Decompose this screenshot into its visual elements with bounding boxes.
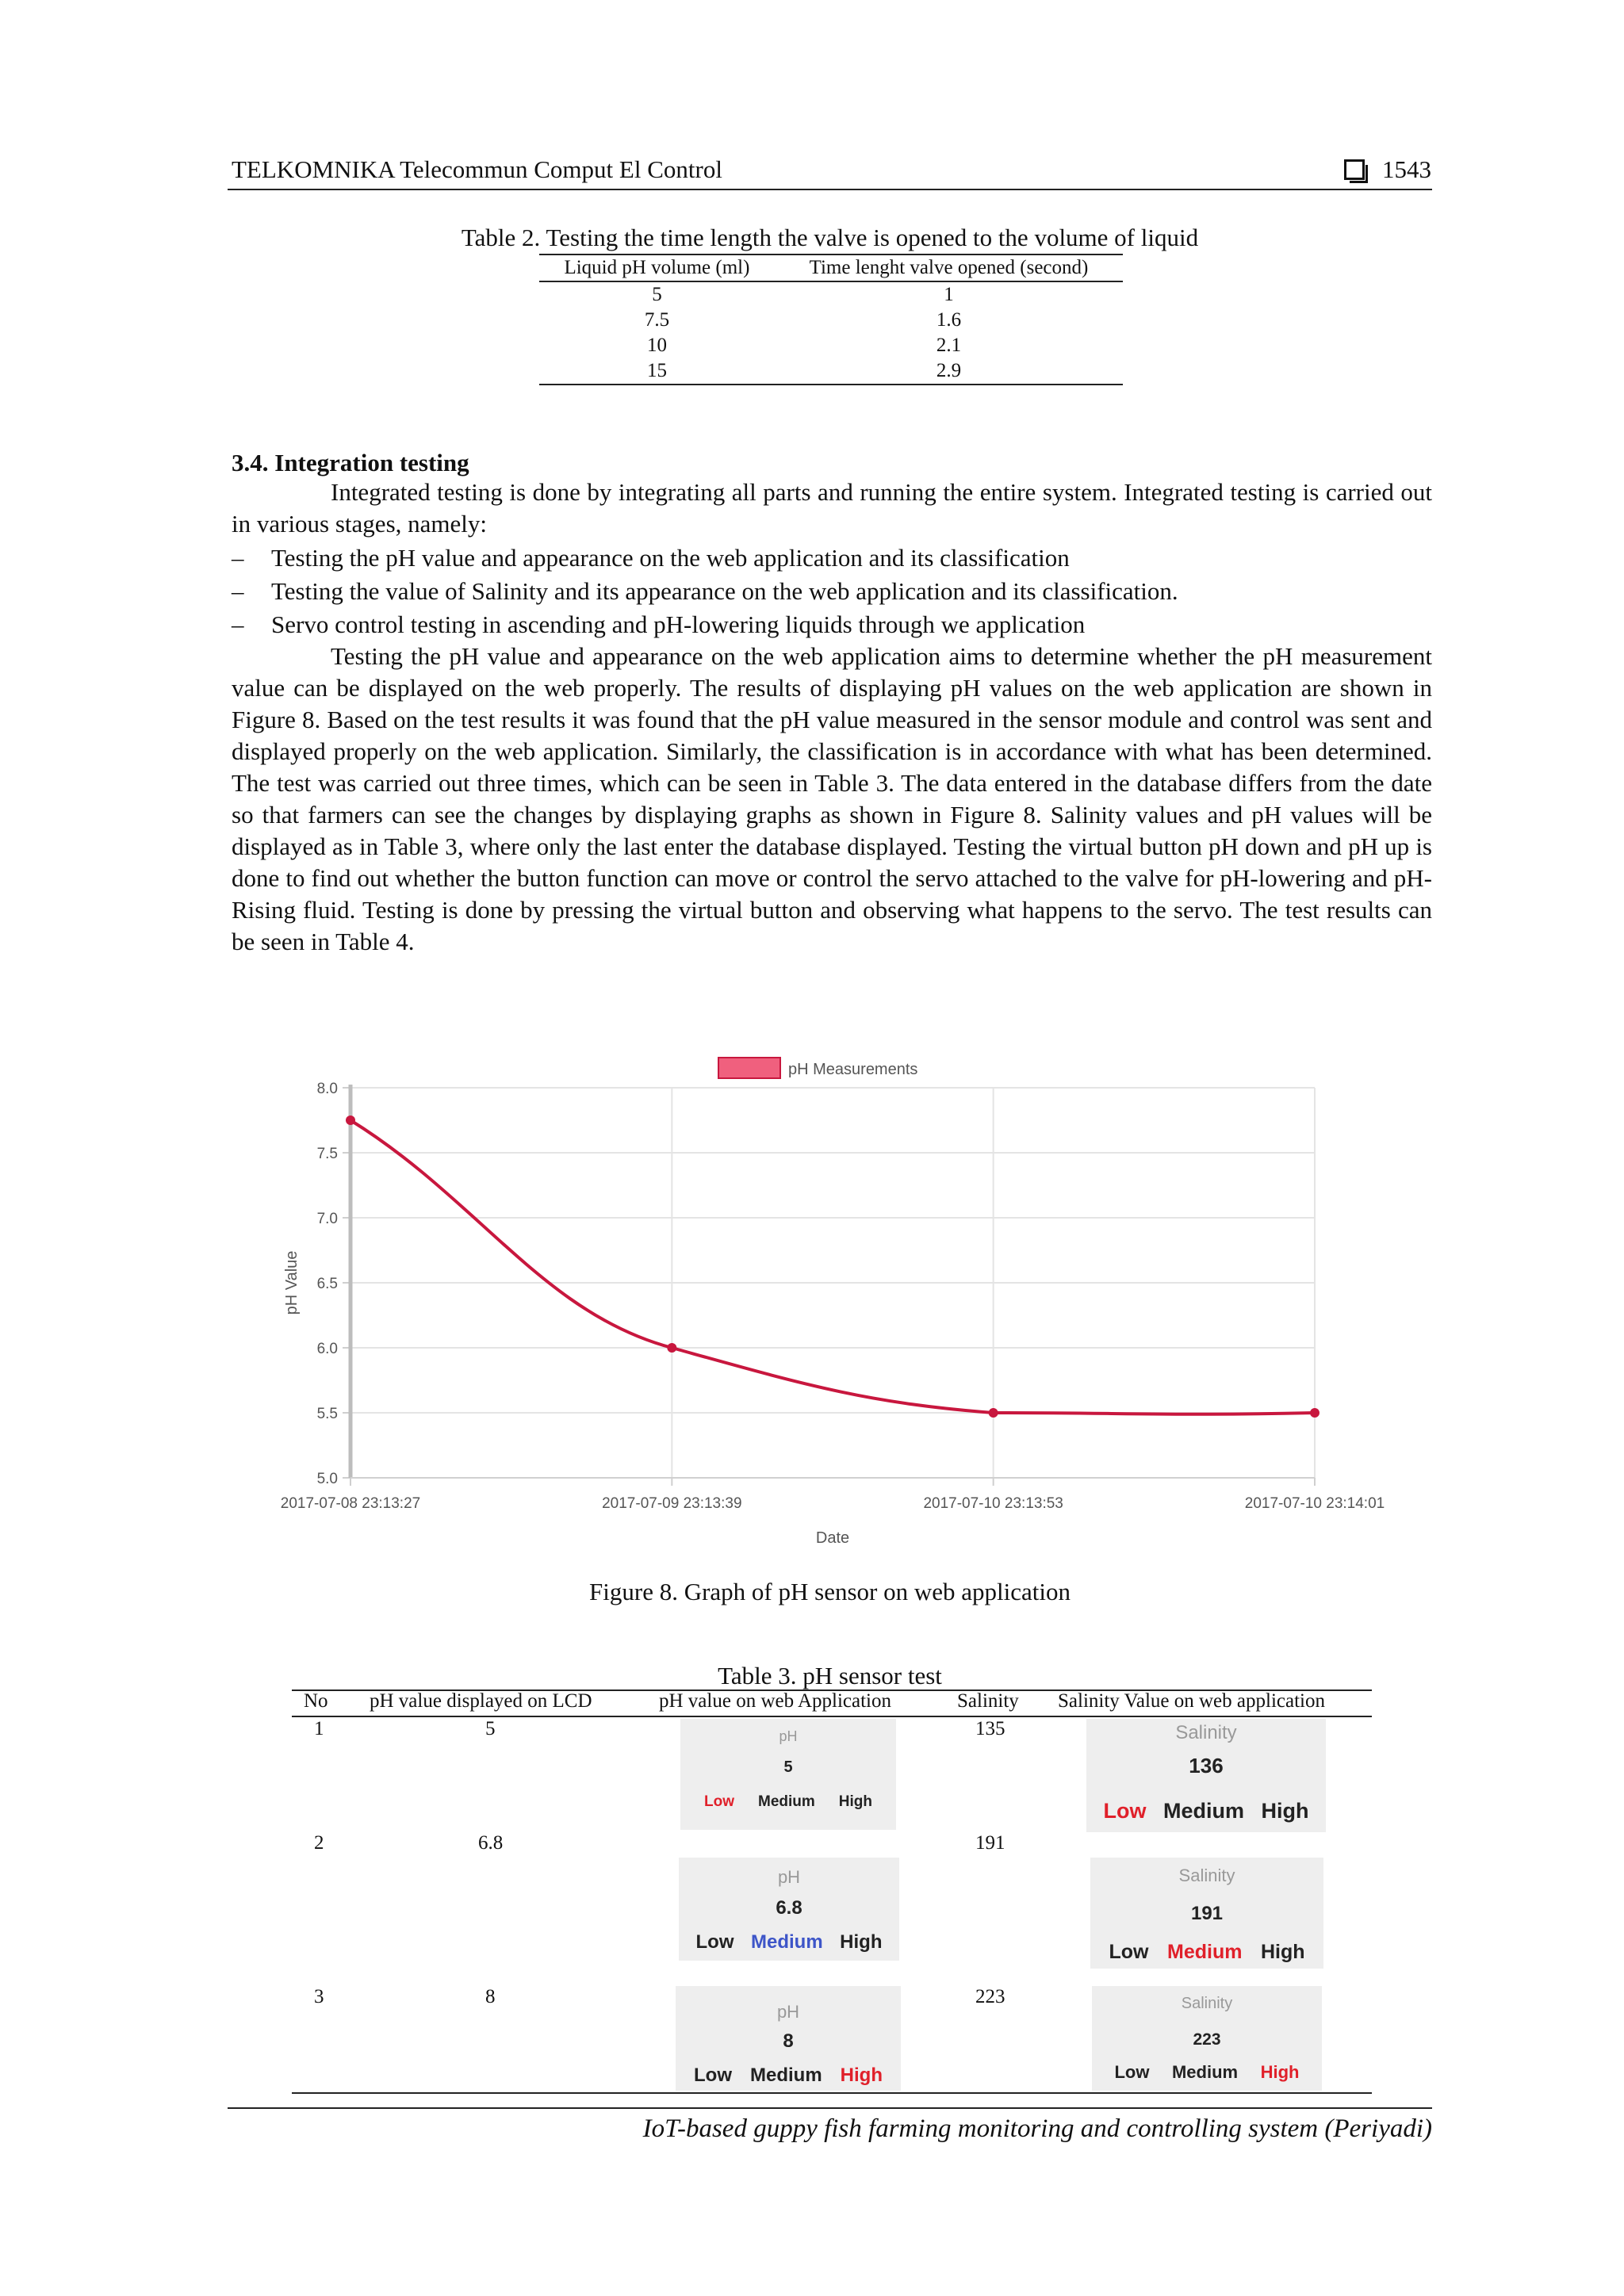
chart-grid	[350, 1088, 1315, 1478]
table3-salinity: 135	[975, 1718, 1005, 1739]
table3-col-lcd: pH value displayed on LCD	[370, 1690, 592, 1712]
level-high: High	[1260, 2062, 1300, 2082]
chart-legend	[718, 1058, 917, 1078]
list-item-text: Testing the value of Salinity and its appearance on the web application and its classification.	[271, 577, 1178, 605]
y-tick-label: 6.5	[316, 1276, 338, 1292]
widget-levels	[1086, 1799, 1326, 1823]
figure-caption: Figure 8. Graph of pH sensor on web application	[589, 1578, 1071, 1605]
level-medium: Medium	[1162, 1799, 1244, 1823]
data-point	[989, 1408, 998, 1418]
widget-levels	[680, 1793, 896, 1811]
table3-lcd: 6.8	[478, 1832, 504, 1854]
table3-salinity: 223	[975, 1986, 1005, 2007]
level-medium: Medium	[750, 2064, 822, 2086]
table3-header-rule	[292, 1716, 1372, 1717]
chart-axes	[281, 1081, 1385, 1547]
widget-value: 136	[1189, 1754, 1224, 1777]
dash-bullet-icon: –	[232, 544, 244, 572]
widget-title: pH	[776, 2002, 800, 2022]
level-low: Low	[1109, 1941, 1149, 1963]
level-high: High	[1260, 1941, 1305, 1963]
table-cell: 7.5	[644, 309, 670, 331]
running-header-journal: TELKOMNIKA Telecommun Comput El Control	[232, 155, 722, 183]
level-low: Low	[694, 2064, 732, 2086]
checkbox-square-icon	[1344, 159, 1365, 180]
ph-widget	[679, 1858, 899, 1961]
level-low: Low	[704, 1793, 734, 1810]
table-cell: 1	[944, 284, 954, 305]
table3-col-salinity-web: Salinity Value on web application	[1058, 1690, 1325, 1712]
list-item-text: Testing the pH value and appearance on the web application and its classification	[271, 544, 1070, 572]
widget-title: pH	[777, 1867, 801, 1887]
legend-swatch	[718, 1058, 780, 1078]
salinity-widget	[1092, 1986, 1322, 2091]
widget-value: 191	[1190, 1903, 1224, 1924]
x-tick-label: 2017-07-10 23:14:01	[1244, 1495, 1385, 1512]
y-tick-label: 5.5	[316, 1406, 338, 1422]
list-item	[232, 575, 1432, 608]
level-low: Low	[1103, 1799, 1147, 1823]
table3-caption: Table 3. pH sensor test	[718, 1662, 942, 1689]
table2-col-time: Time lenght valve opened (second)	[775, 254, 1123, 281]
level-high: High	[1261, 1799, 1309, 1823]
table3-lcd: 5	[485, 1718, 496, 1739]
intro-paragraph: Integrated testing is done by integrating all parts and running the entire system. Integrated testing is carried out in various stages, namely:	[232, 478, 1432, 538]
widget-value: 5	[783, 1758, 793, 1776]
level-medium: Medium	[1167, 1941, 1243, 1963]
table3-col-no: No	[304, 1690, 328, 1712]
header-rule	[228, 189, 1432, 190]
level-medium: Medium	[758, 1793, 815, 1810]
widget-levels	[676, 2064, 901, 2087]
x-tick-label: 2017-07-09 23:13:39	[602, 1495, 742, 1512]
level-medium: Medium	[751, 1931, 823, 1953]
data-point	[667, 1343, 676, 1353]
widget-levels	[679, 1931, 899, 1954]
table-cell: 2.1	[936, 335, 962, 356]
table3-bottom-rule	[292, 2092, 1372, 2094]
ph-widget	[676, 1986, 901, 2091]
table3-no: 1	[314, 1718, 324, 1739]
bullet-list	[232, 541, 1432, 641]
y-axis-title: pH Value	[283, 1250, 301, 1315]
widget-levels	[1092, 2062, 1322, 2083]
list-item	[232, 541, 1432, 575]
running-header-page	[1344, 155, 1431, 184]
chart-series	[346, 1115, 1320, 1418]
body-paragraph: Testing the pH value and appearance on the web application aims to determine whether the pH measurement value can be displayed on the web properly. The results of displaying pH values on the web application are shown in Figure 8. Based on the test results it was found that the pH value measured in the sensor module and control was sent and displayed properly on the web application. Similarly, the classification is in accordance with what has been determined. The test was carried out three times, which can be seen in Table 3. The data entered in the database differs from the date so that farmers can see the changes by displaying graphs as shown in Figure 8. Salinity values and pH values will be displayed as in Table 3, where only the last enter the database displayed. Testing the virtual button pH down and pH up is done to find out whether the button function can move or control the servo attached to the valve for pH-lowering and pH-Rising fluid. Testing is done by pressing the virtual button and observing what happens to the servo. The test results can be seen in Table 4.	[232, 642, 1432, 955]
table-cell: 1.6	[936, 309, 962, 331]
data-point	[1310, 1408, 1320, 1418]
table-row	[539, 281, 1123, 308]
table3-col-ph-web: pH value on web Application	[659, 1690, 891, 1712]
y-tick-label: 7.0	[316, 1211, 338, 1227]
table-cell: 2.9	[775, 358, 1123, 385]
table-cell: 5	[652, 284, 662, 305]
widget-value: 223	[1193, 2030, 1221, 2049]
table2	[539, 254, 1123, 385]
x-tick-label: 2017-07-08 23:13:27	[280, 1495, 421, 1512]
dash-bullet-icon: –	[232, 610, 244, 638]
ph-line-chart	[262, 1047, 1404, 1554]
table-row	[539, 333, 1123, 358]
legend-label: pH Measurements	[788, 1061, 918, 1078]
x-tick-label: 2017-07-10 23:13:53	[923, 1495, 1063, 1512]
y-tick-label: 7.5	[316, 1146, 338, 1162]
y-tick-label: 8.0	[316, 1081, 338, 1097]
table3-salinity: 191	[975, 1832, 1005, 1854]
widget-title: Salinity	[1175, 1722, 1237, 1743]
table2-col-volume: Liquid pH volume (ml)	[539, 254, 775, 281]
dash-bullet-icon: –	[232, 577, 244, 605]
ph-widget	[680, 1719, 896, 1830]
section-heading: 3.4. Integration testing	[232, 449, 469, 476]
table3-col-salinity: Salinity	[957, 1690, 1019, 1712]
series-line	[350, 1120, 1315, 1414]
table-row	[539, 308, 1123, 333]
page-number: 1543	[1382, 155, 1431, 183]
level-high: High	[840, 2064, 883, 2086]
salinity-widget	[1086, 1719, 1326, 1832]
widget-value: 6.8	[776, 1897, 802, 1919]
table3-no: 2	[314, 1832, 324, 1854]
table3-lcd: 8	[485, 1986, 496, 2007]
list-item	[232, 608, 1432, 641]
widget-title: Salinity	[1178, 1866, 1235, 1885]
widget-value: 8	[783, 2030, 794, 2052]
level-medium: Medium	[1171, 2062, 1239, 2082]
list-item-text: Servo control testing in ascending and pH-lowering liquids through we application	[271, 610, 1086, 638]
level-low: Low	[1114, 2062, 1150, 2082]
level-low: Low	[695, 1931, 734, 1953]
data-point	[346, 1115, 355, 1125]
table-row	[539, 358, 1123, 385]
level-high: High	[838, 1793, 872, 1810]
footer-rule	[228, 2107, 1432, 2109]
y-tick-label: 5.0	[316, 1471, 338, 1487]
widget-levels	[1090, 1941, 1323, 1964]
x-axis-title: Date	[815, 1529, 850, 1547]
widget-title: pH	[779, 1728, 798, 1744]
widget-title: Salinity	[1181, 1995, 1233, 2012]
running-footer: IoT-based guppy fish farming monitoring and controlling system (Periyadi)	[642, 2114, 1432, 2143]
salinity-widget	[1090, 1858, 1323, 1969]
table-cell: 15	[539, 358, 775, 385]
table2-caption: Table 2. Testing the time length the valve is opened to the volume of liquid	[461, 224, 1199, 251]
y-tick-label: 6.0	[316, 1341, 338, 1357]
table-cell: 10	[646, 335, 667, 356]
table3-no: 3	[314, 1986, 324, 2007]
level-high: High	[840, 1931, 883, 1953]
